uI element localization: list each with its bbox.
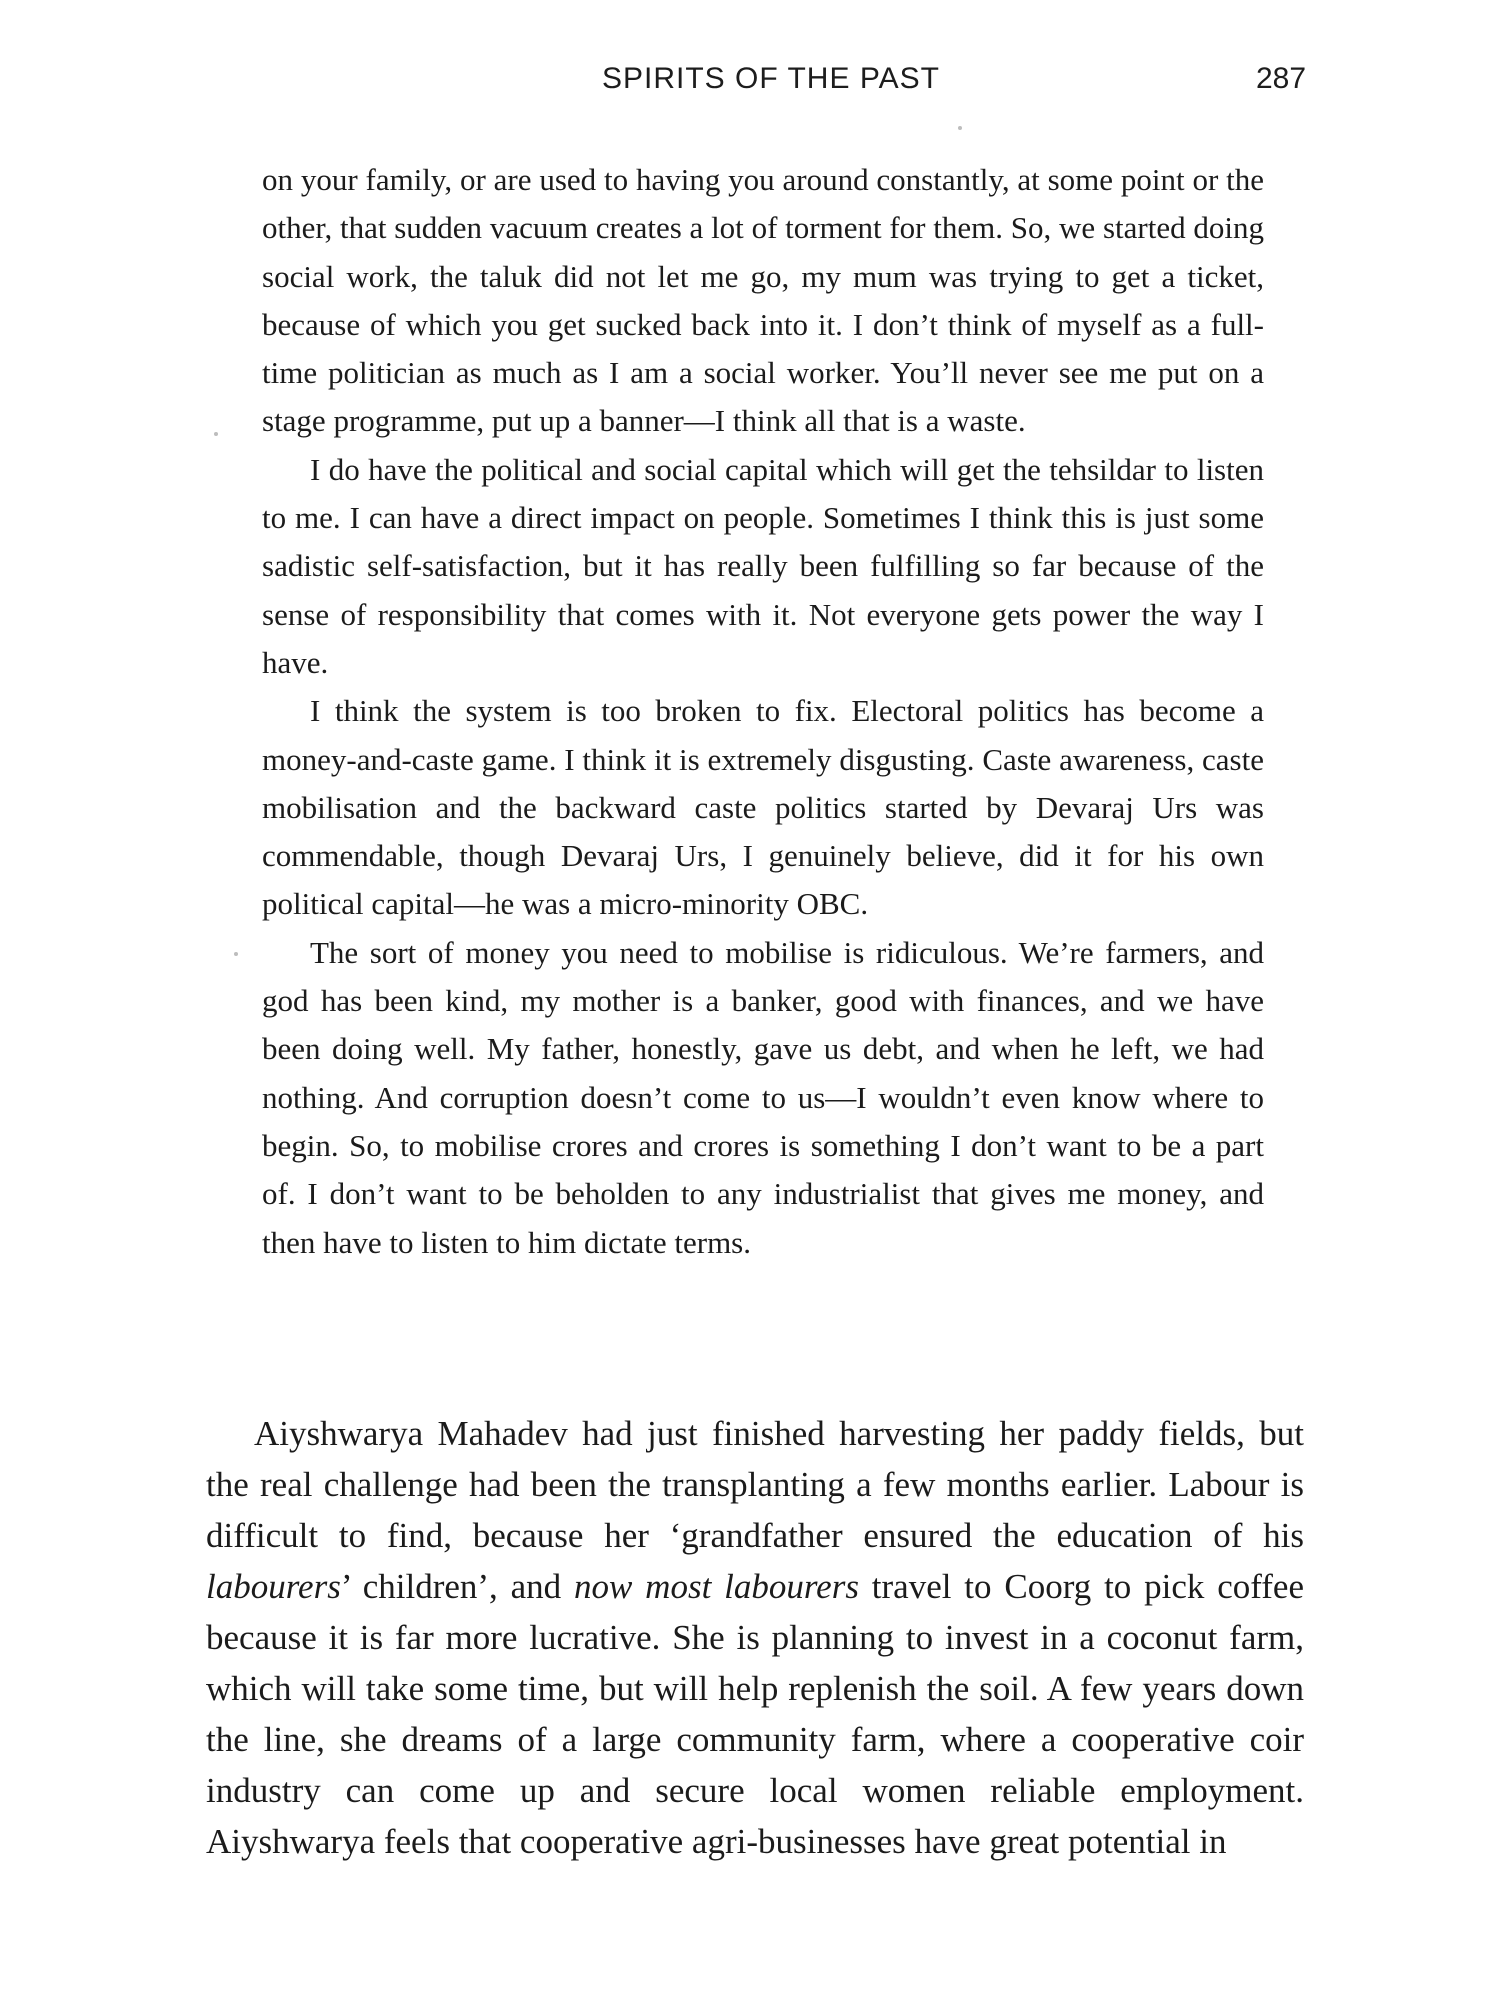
body-italic-run: now most labourers xyxy=(574,1567,859,1606)
body-text-run: travel to Coorg to pick coffee because it is far more lucrative. She is planning to invest in a coconut farm, which will take some time, but will help replenish the soil. A few years down the line, she dreams of a large community farm, where a cooperative coir industry can come up and secure local women reliable employment. Aiyshwarya feels that cooperative agri-businesses have great potential in xyxy=(206,1567,1305,1861)
scan-speck xyxy=(234,952,238,956)
scan-speck xyxy=(958,126,962,130)
extract-paragraph-3: I think the system is too broken to fix. Electoral politics has become a money-and-caste game. I think it is extremely disgusting. Caste awareness, caste mobilisation and the backward caste politics started by Devaraj Urs was commendable, though Devaraj Urs, I genuinely believe, did it for his own political capital—he was a micro-minority OBC. xyxy=(262,693,1264,922)
body-text xyxy=(206,1408,1304,1867)
body-italic-run: labourers xyxy=(206,1567,341,1606)
body-text-run: ’ children’, and xyxy=(340,1567,574,1606)
page-number: 287 xyxy=(1256,62,1307,95)
extract-paragraph-2: I do have the political and social capital which will get the tehsildar to listen to me. I can have a direct impact on people. Sometimes I think this is just some sadistic self-satisfaction, but it has really been fulfilling so far because of the sense of responsibility that comes with it. Not everyone gets power the way I have. xyxy=(262,451,1264,680)
scan-speck xyxy=(214,432,218,436)
body-text-run: Aiyshwarya Mahadev had just finished harvesting her paddy fields, but the real challenge had been the transplanting a few months earlier. Labour is difficult to find, because her ‘grandfather ensured the education of his xyxy=(206,1414,1304,1555)
page-header xyxy=(0,62,1500,102)
body-paragraph xyxy=(206,1408,1304,1867)
interview-extract xyxy=(262,156,1264,1267)
extract-paragraph-4: The sort of money you need to mobilise is ridiculous. We’re farmers, and god has been kind, my mother is a banker, good with finances, and we have been doing well. My father, honestly, gave us debt, and when he left, we had nothing. And corruption doesn’t come to us—I wouldn’t even know where to begin. So, to mobilise crores and crores is something I don’t want to be a part of. I don’t want to be beholden to any industrialist that gives me money, and then have to listen to him dictate terms. xyxy=(262,934,1264,1260)
running-title: SPIRITS OF THE PAST xyxy=(602,62,940,95)
extract-paragraph-1: on your family, or are used to having you around constantly, at some point or the other, that sudden vacuum creates a lot of torment for them. So, we started doing social work, the taluk did not let me go, my mum was trying to get a ticket, because of which you get sucked back into it. I don’t think of myself as a full-time politician as much as I am a social worker. You’ll never see me put on a stage programme, put up a banner—I think all that is a waste. xyxy=(262,162,1264,439)
